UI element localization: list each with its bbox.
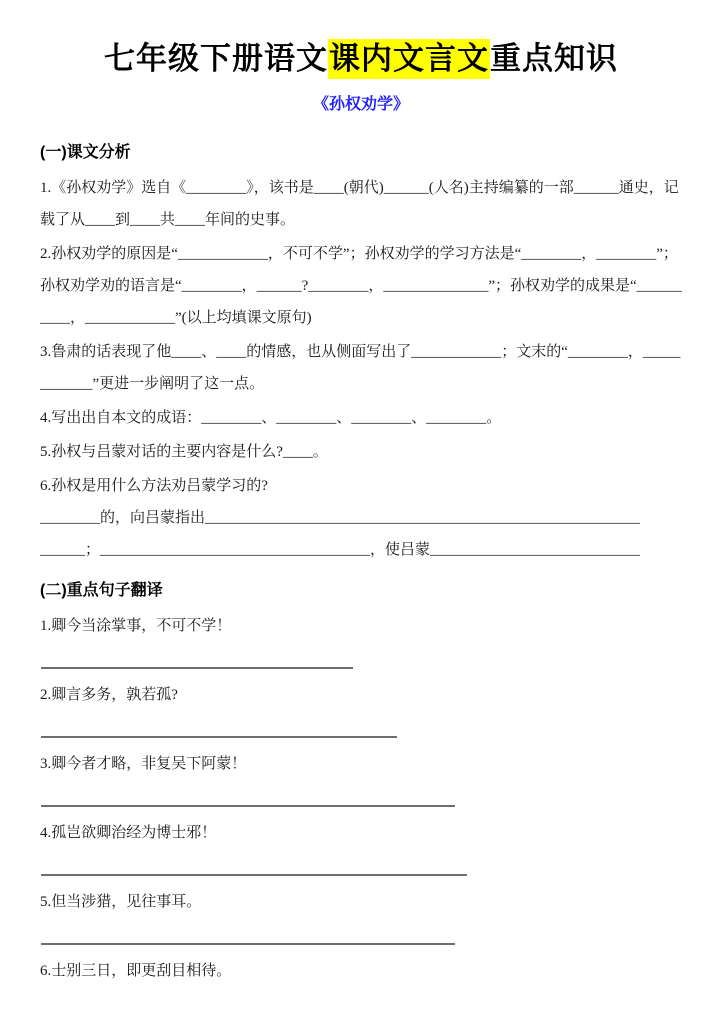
- question-1: 1.《孙权劝学》选自《________》，该书是____(朝代)______(人名)主持编纂的一部______通史，记载了从____到____共____年间的史事。: [40, 180, 679, 228]
- translation-sentence-3: 3.卿今者才略，非复吴下阿蒙！: [40, 756, 247, 772]
- section-analysis-heading: (一)课文分析: [40, 144, 131, 161]
- translation-sentence-2: 2.卿言多务，孰若孤?: [40, 687, 178, 703]
- answer-line-2: [41, 736, 397, 738]
- answer-line-5: [41, 943, 455, 945]
- worksheet-content: [40, 140, 684, 988]
- translation-sentence-1: 1.卿今当涂掌事，不可不学！: [40, 618, 232, 634]
- question-6-answer-blank-2: ______；____________________________________，使吕蒙____________________________: [40, 542, 641, 558]
- answer-line-4: [41, 874, 467, 876]
- translation-sentence-4: 4.孤岂欲卿治经为博士邪！: [40, 825, 217, 841]
- lesson-subtitle: 《孙权劝学》: [312, 96, 409, 113]
- question-2: 2.孙权劝学的原因是“____________，不可不学”；孙权劝学的学习方法是“________，________”；孙权劝学劝的语言是“________，______?________，______________”；孙权劝学的成果是“__________，____________”(以上均填课文原句): [40, 246, 682, 326]
- question-3: 3.鲁肃的话表现了他____、____的情感，也从侧面写出了____________；文末的“________，____________”更进一步阐明了这一点。: [40, 344, 681, 392]
- translation-sentence-6: 6.士别三日，即更刮目相待。: [40, 963, 232, 979]
- answer-line-1: [41, 667, 353, 669]
- title-highlight: 课内文言文: [328, 39, 490, 79]
- question-5: 5.孙权与吕蒙对话的主要内容是什么?____。: [40, 444, 328, 460]
- translation-sentence-5: 5.但当涉猎，见往事耳。: [40, 894, 202, 910]
- question-4: 4.写出出自本文的成语：________、________、________、________。: [40, 410, 502, 426]
- title-text-pre: 七年级下册语文: [104, 41, 328, 76]
- page-title: [0, 0, 722, 80]
- title-text-post: 重点知识: [490, 41, 618, 76]
- question-6: 6.孙权是用什么方法劝吕蒙学习的?: [40, 478, 268, 494]
- answer-line-3: [41, 805, 455, 807]
- section-translation-heading: (二)重点句子翻译: [40, 582, 163, 599]
- question-6-answer-blank-1: ________的，向吕蒙指出__________________________________________________________: [40, 510, 641, 526]
